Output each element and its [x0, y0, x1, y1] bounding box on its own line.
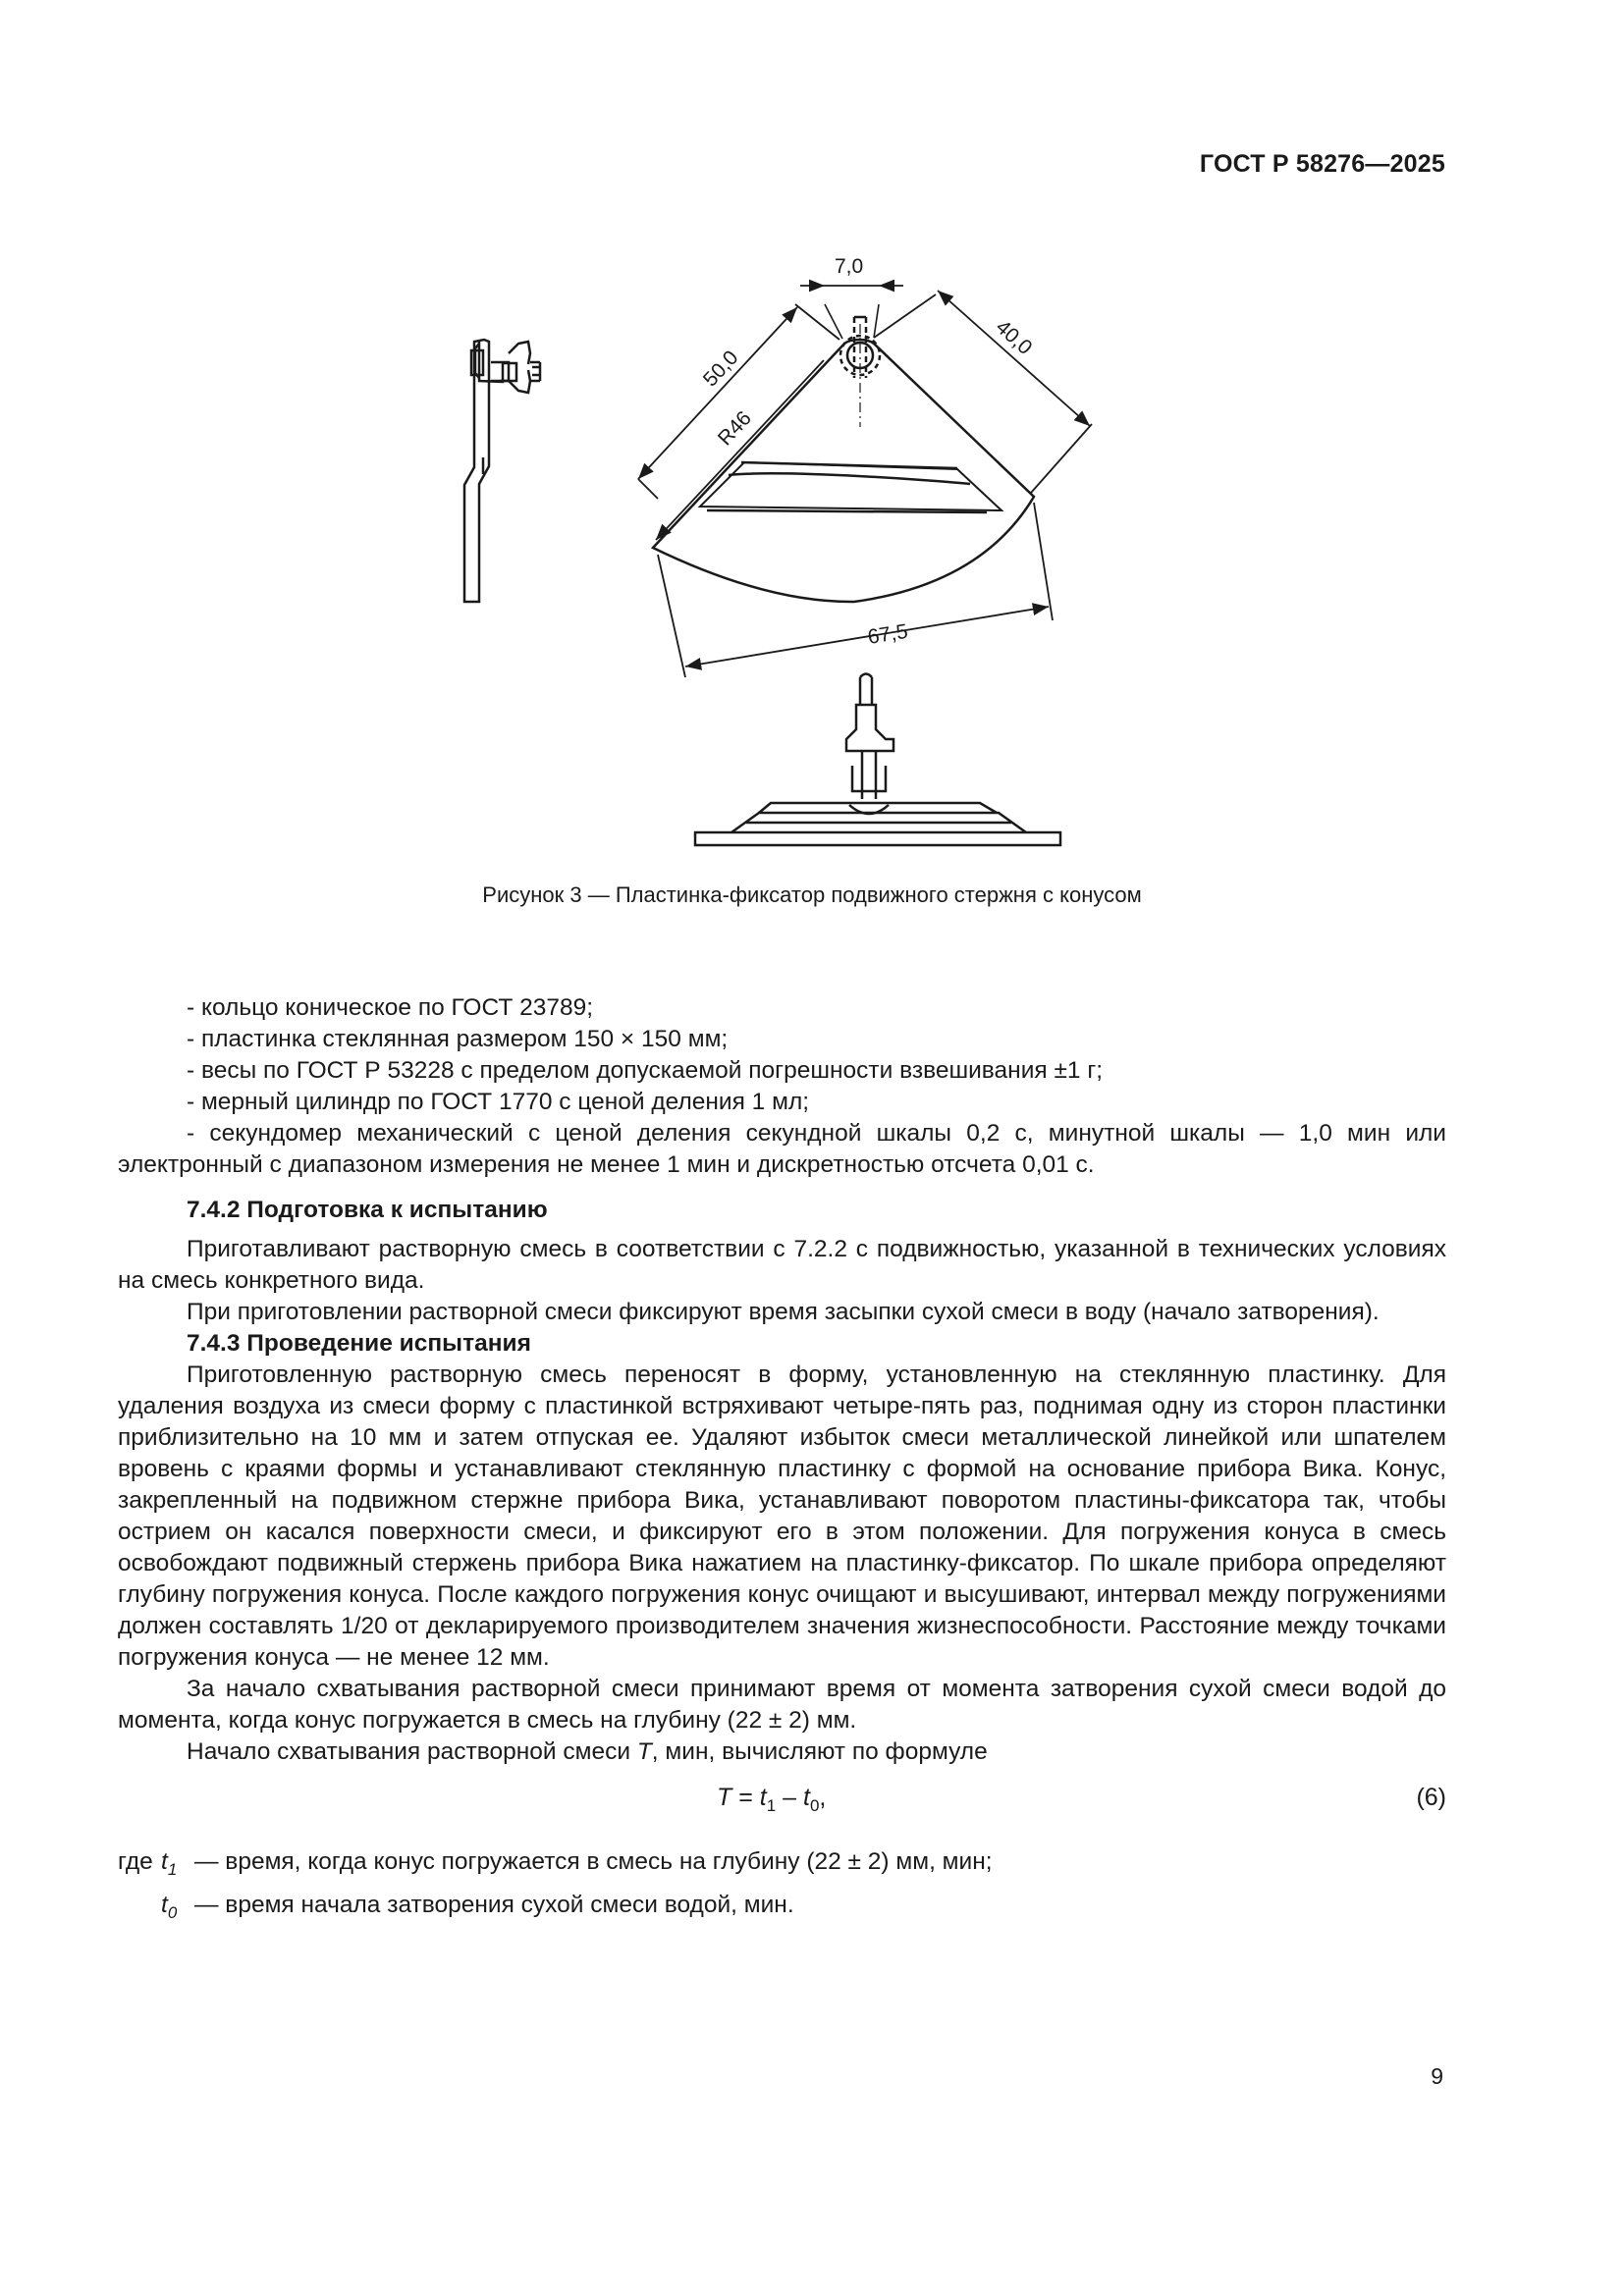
- standard-code: ГОСТ Р 58276—2025: [1199, 150, 1445, 178]
- figure-caption: Рисунок 3 — Пластинка-фиксатор подвижного стержня с конусом: [482, 882, 1142, 907]
- dim-radius: R46: [713, 406, 756, 451]
- front-view: [695, 674, 1060, 846]
- paragraph: [118, 1736, 1446, 1768]
- list-item: - весы по ГОСТ Р 53228 с пределом допускаемой погрешности взвешивания ±1 г;: [187, 1057, 1104, 1084]
- formula-t1: t: [759, 1784, 767, 1811]
- legend-lead: где: [118, 1848, 153, 1875]
- body-text: [118, 992, 1446, 1933]
- top-view-plate: [653, 317, 1034, 602]
- dim-right-side: 40,0: [991, 315, 1037, 360]
- list-item: - пластинка стеклянная размером 150 × 150 мм;: [187, 1026, 729, 1052]
- legend-symbol-sub: 0: [167, 1902, 178, 1922]
- dim-left-side: 50,0: [698, 346, 743, 392]
- legend-row: [118, 1890, 1446, 1933]
- formula-expression: [717, 1782, 826, 1822]
- list-item: - кольцо коническое по ГОСТ 23789;: [187, 994, 594, 1021]
- dim-top-width: 7,0: [835, 255, 864, 278]
- formula-tail: ,: [819, 1784, 827, 1811]
- formula-eq: =: [731, 1784, 760, 1811]
- formula-lhs: T: [717, 1784, 732, 1811]
- page-number: 9: [1431, 2063, 1443, 2089]
- formula-t1-sub: 1: [766, 1796, 777, 1815]
- paragraph-text: , мин, вычисляют по формуле: [651, 1738, 988, 1765]
- legend-row: [118, 1846, 1446, 1890]
- paragraph: Приготовленную растворную смесь переносят в форму, установленную на стеклянную пластинку. Для удаления воздуха из смеси форму с пластинкой встряхивают четыре-пять раз, поднимая одну из сторон пластинки приблизительно на 10 мм и затем отпуская ее. Удаляют избыток смеси металлической линейкой или шпателем вровень с краями формы и устанавливают стеклянную пластинку с формой на основание прибора Вика. Конус, закрепленный на подвижном стержне прибора Вика, устанавливают поворотом пластины-фиксатора так, чтобы острием он касался поверхности смеси, и фиксируют его в этом положении. Для погружения конуса в смесь освобождают подвижный стержень прибора Вика нажатием на пластинку-фиксатор. По шкале прибора определяют глубину погружения конуса. После каждого погружения конус очищают и высушивают, интервал между погружениями должен составлять 1/20 от декларируемого производителем значения жизнеспособности. Расстояние между точками погружения конуса — не менее 12 мм.: [118, 1362, 1446, 1671]
- legend-description: — время, когда конус погружается в смесь на глубину (22 ± 2) мм, мин;: [194, 1848, 993, 1875]
- section-heading-742: 7.4.2 Подготовка к испытанию: [187, 1197, 548, 1223]
- formula-legend: [118, 1846, 1446, 1933]
- paragraph-text: Начало схватывания растворной смеси: [187, 1738, 637, 1765]
- paragraph: Приготавливают растворную смесь в соответствии с 7.2.2 с подвижностью, указанной в технических условиях на смесь конкретного вида.: [118, 1236, 1446, 1294]
- formula-symbol: T: [636, 1738, 652, 1765]
- legend-symbol: [161, 1846, 177, 1886]
- list-item: - секундомер механический с ценой деления секундной шкалы 0,2 с, минутной шкалы — 1,0 мин или электронный с диапазоном измерения не менее 1 мин и дискретностью отсчета 0,01 с.: [118, 1120, 1446, 1178]
- formula-6: [118, 1782, 1446, 1829]
- legend-symbol-letter: t: [161, 1892, 168, 1918]
- formula-number: (6): [1416, 1784, 1446, 1811]
- formula-minus: –: [776, 1784, 803, 1811]
- side-view: [464, 340, 540, 602]
- figure-3: [393, 216, 1178, 864]
- legend-description: — время начала затворения сухой смеси водой, мин.: [194, 1892, 794, 1918]
- formula-t0-sub: 0: [809, 1796, 820, 1815]
- dim-arc-chord: 67,5: [866, 619, 910, 649]
- paragraph: За начало схватывания растворной смеси принимают время от момента затворения сухой смеси водой до момента, когда конус погружается в смесь на глубину (22 ± 2) мм.: [118, 1676, 1446, 1734]
- legend-symbol: [161, 1890, 177, 1929]
- legend-symbol-sub: 1: [167, 1859, 178, 1879]
- formula-t0: t: [803, 1784, 810, 1811]
- section-heading-743: 7.4.3 Проведение испытания: [187, 1330, 531, 1357]
- legend-symbol-letter: t: [161, 1848, 168, 1875]
- paragraph: При приготовлении растворной смеси фиксируют время засыпки сухой смеси в воду (начало затворения).: [187, 1299, 1380, 1325]
- figure-drawing: [393, 216, 1178, 864]
- list-item: - мерный цилиндр по ГОСТ 1770 с ценой деления 1 мл;: [187, 1089, 810, 1115]
